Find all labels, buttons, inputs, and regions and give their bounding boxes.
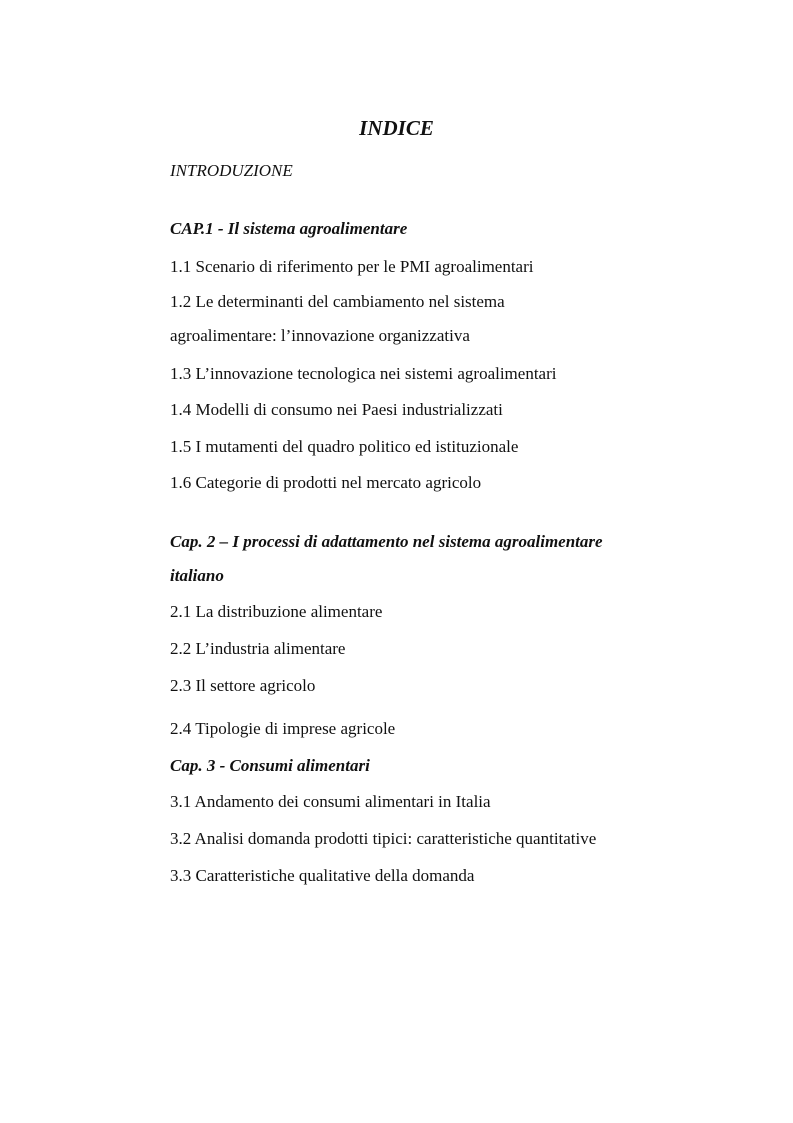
- toc-entry-1-2-continued: agroalimentare: l’innovazione organizzativa: [170, 326, 470, 345]
- page-title: INDICE: [359, 116, 434, 140]
- toc-entry-2-4: 2.4 Tipologie di imprese agricole: [170, 719, 396, 738]
- toc-entry-2-1: 2.1 La distribuzione alimentare: [170, 602, 383, 621]
- toc-entry-1-1: 1.1 Scenario di riferimento per le PMI agroalimentari: [170, 257, 534, 276]
- toc-entry-1-3: 1.3 L’innovazione tecnologica nei sistemi agroalimentari: [170, 364, 557, 383]
- toc-entry-1-5: 1.5 I mutamenti del quadro politico ed istituzionale: [170, 437, 519, 456]
- toc-entry-3-2: 3.2 Analisi domanda prodotti tipici: caratteristiche quantitative: [170, 829, 597, 848]
- toc-entry-3-3: 3.3 Caratteristiche qualitative della domanda: [170, 866, 475, 885]
- toc-entry-1-6: 1.6 Categorie di prodotti nel mercato agricolo: [170, 473, 482, 492]
- toc-entry-1-2: 1.2 Le determinanti del cambiamento nel sistema: [170, 292, 505, 311]
- chapter-1-heading: CAP.1 - Il sistema agroalimentare: [170, 219, 408, 238]
- chapter-2-heading: Cap. 2 – I processi di adattamento nel sistema agroalimentare: [170, 532, 603, 551]
- introduction-entry: INTRODUZIONE: [170, 161, 293, 180]
- toc-entry-2-3: 2.3 Il settore agricolo: [170, 676, 316, 695]
- chapter-2-heading-continued: italiano: [170, 566, 224, 585]
- toc-entry-3-1: 3.1 Andamento dei consumi alimentari in Italia: [170, 792, 491, 811]
- toc-entry-2-2: 2.2 L’industria alimentare: [170, 639, 346, 658]
- toc-entry-1-4: 1.4 Modelli di consumo nei Paesi industrializzati: [170, 400, 503, 419]
- chapter-3-heading: Cap. 3 - Consumi alimentari: [170, 756, 370, 775]
